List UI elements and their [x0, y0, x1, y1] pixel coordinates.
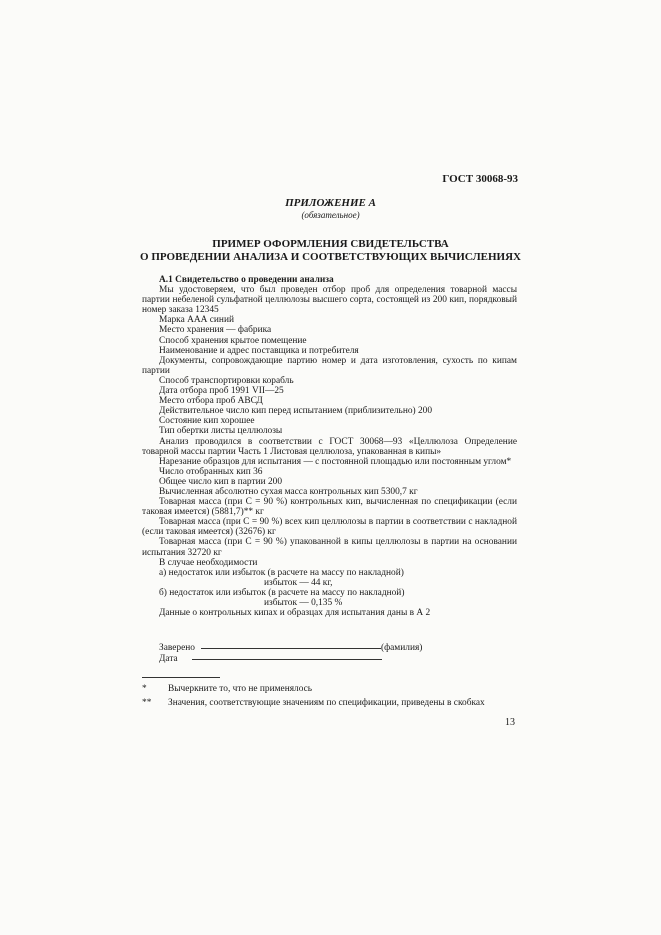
body-text	[142, 275, 517, 618]
paragraph-intro: Мы удостоверяем, что был проведен отбор проб для определения товарной массы партии небеленой сульфатной целлюлозы высшего сорта, состоящей из 200 кип, порядковый номер заказа 12345	[142, 285, 517, 316]
paragraph-commercial-control: Товарная масса (при C = 90 %) контрольных кип, вычисленная по спецификации (если таковая имеется) (5881,7)** кг	[142, 497, 517, 518]
paragraph-total: Общее число кип в партии 200	[159, 476, 283, 487]
paragraph-commercial-tests: Товарная масса (при C = 90 %) упакованной в кипы целлюлозы в партии на основании испытания 32720 кг	[142, 537, 517, 558]
date-blank-line[interactable]	[192, 659, 382, 660]
standard-number: ГОСТ 30068-93	[442, 173, 518, 185]
item-b: б) недостаток или избыток (в расчете на массу по накладной)	[159, 587, 405, 598]
footnote-2	[142, 698, 485, 708]
document-title	[0, 238, 661, 264]
paragraph-if-needed: В случае необходимости	[159, 557, 258, 568]
page-number: 13	[505, 717, 515, 728]
paragraph-storage-method: Способ хранения крытое помещение	[159, 335, 307, 346]
certified-row	[159, 643, 422, 654]
date-label: Дата	[159, 653, 178, 664]
footnote-1	[142, 684, 312, 694]
item-a: а) недостаток или избыток (в расчете на массу по накладной)	[159, 567, 404, 578]
paragraph-cutting: Нарезание образцов для испытания — с постоянной площадью или постоянным углом*	[159, 456, 512, 467]
paragraph-supplier: Наименование и адрес поставщика и потребителя	[159, 345, 359, 356]
paragraph-analysis: Анализ проводился в соответствии с ГОСТ 30068—93 «Целлюлоза Определение товарной массы партии Часть 1 Листовая целлюлоза, упакованная в кипы»	[142, 436, 517, 457]
paragraph-dry-mass: Вычисленная абсолютно сухая масса контрольных кип 5300,7 кг	[159, 486, 418, 497]
appendix-subtitle: (обязательное)	[301, 210, 360, 220]
paragraph-sample-date: Дата отбора проб 1991 VII—25	[159, 386, 284, 397]
certified-label: Заверено	[159, 643, 195, 653]
signature-block	[159, 643, 422, 664]
footnote-divider	[142, 677, 220, 678]
title-line-2: О ПРОВЕДЕНИИ АНАЛИЗА И СООТВЕТСТВУЮЩИХ ВЫЧИСЛЕНИЯХ	[140, 251, 521, 263]
paragraph-bales-actual: Действительное число кип перед испытанием (приблизительно) 200	[159, 406, 433, 417]
paragraph-condition: Состояние кип хорошее	[159, 416, 255, 427]
footnote-1-mark: *	[142, 684, 147, 694]
paragraph-storage-place: Место хранения — фабрика	[159, 325, 272, 336]
section-heading: А.1 Свидетельство о проведении анализа	[159, 275, 334, 285]
paragraph-data: Данные о контрольных кипах и образцах для испытания даны в А 2	[159, 608, 431, 619]
footnote-2-mark: **	[142, 698, 152, 708]
date-row	[159, 654, 422, 665]
name-label: (фамилия)	[380, 643, 423, 653]
certified-blank-line[interactable]	[201, 648, 381, 649]
footnote-2-text: Значения, соответствующие значениям по спецификации, приведены в скобках	[168, 698, 485, 708]
footnote-1-text: Вычеркните то, что не применялось	[168, 684, 313, 694]
title-line-1: ПРИМЕР ОФОРМЛЕНИЯ СВИДЕТЕЛЬСТВА	[212, 238, 449, 250]
paragraph-mark: Марка ААА синий	[159, 315, 234, 326]
paragraph-wrapper: Тип обертки листы целлюлозы	[159, 426, 283, 437]
item-a-value: избыток — 44 кг,	[264, 577, 333, 588]
paragraph-documents: Документы, сопровождающие партию номер и дата изготовления, сухость по кипам партии	[142, 355, 517, 376]
paragraph-sample-place: Место отбора проб АВСД	[159, 396, 263, 407]
paragraph-transport: Способ транспортировки корабль	[159, 375, 294, 386]
paragraph-commercial-all: Товарная масса (при C = 90 %) всех кип целлюлозы в партии в соответствии с накладной (если таковая имеется) (32676) кг	[142, 517, 517, 538]
item-b-value: избыток — 0,135 %	[264, 598, 343, 608]
paragraph-selected: Число отобранных кип 36	[159, 466, 263, 477]
appendix-title: ПРИЛОЖЕНИЕ А	[285, 197, 376, 209]
